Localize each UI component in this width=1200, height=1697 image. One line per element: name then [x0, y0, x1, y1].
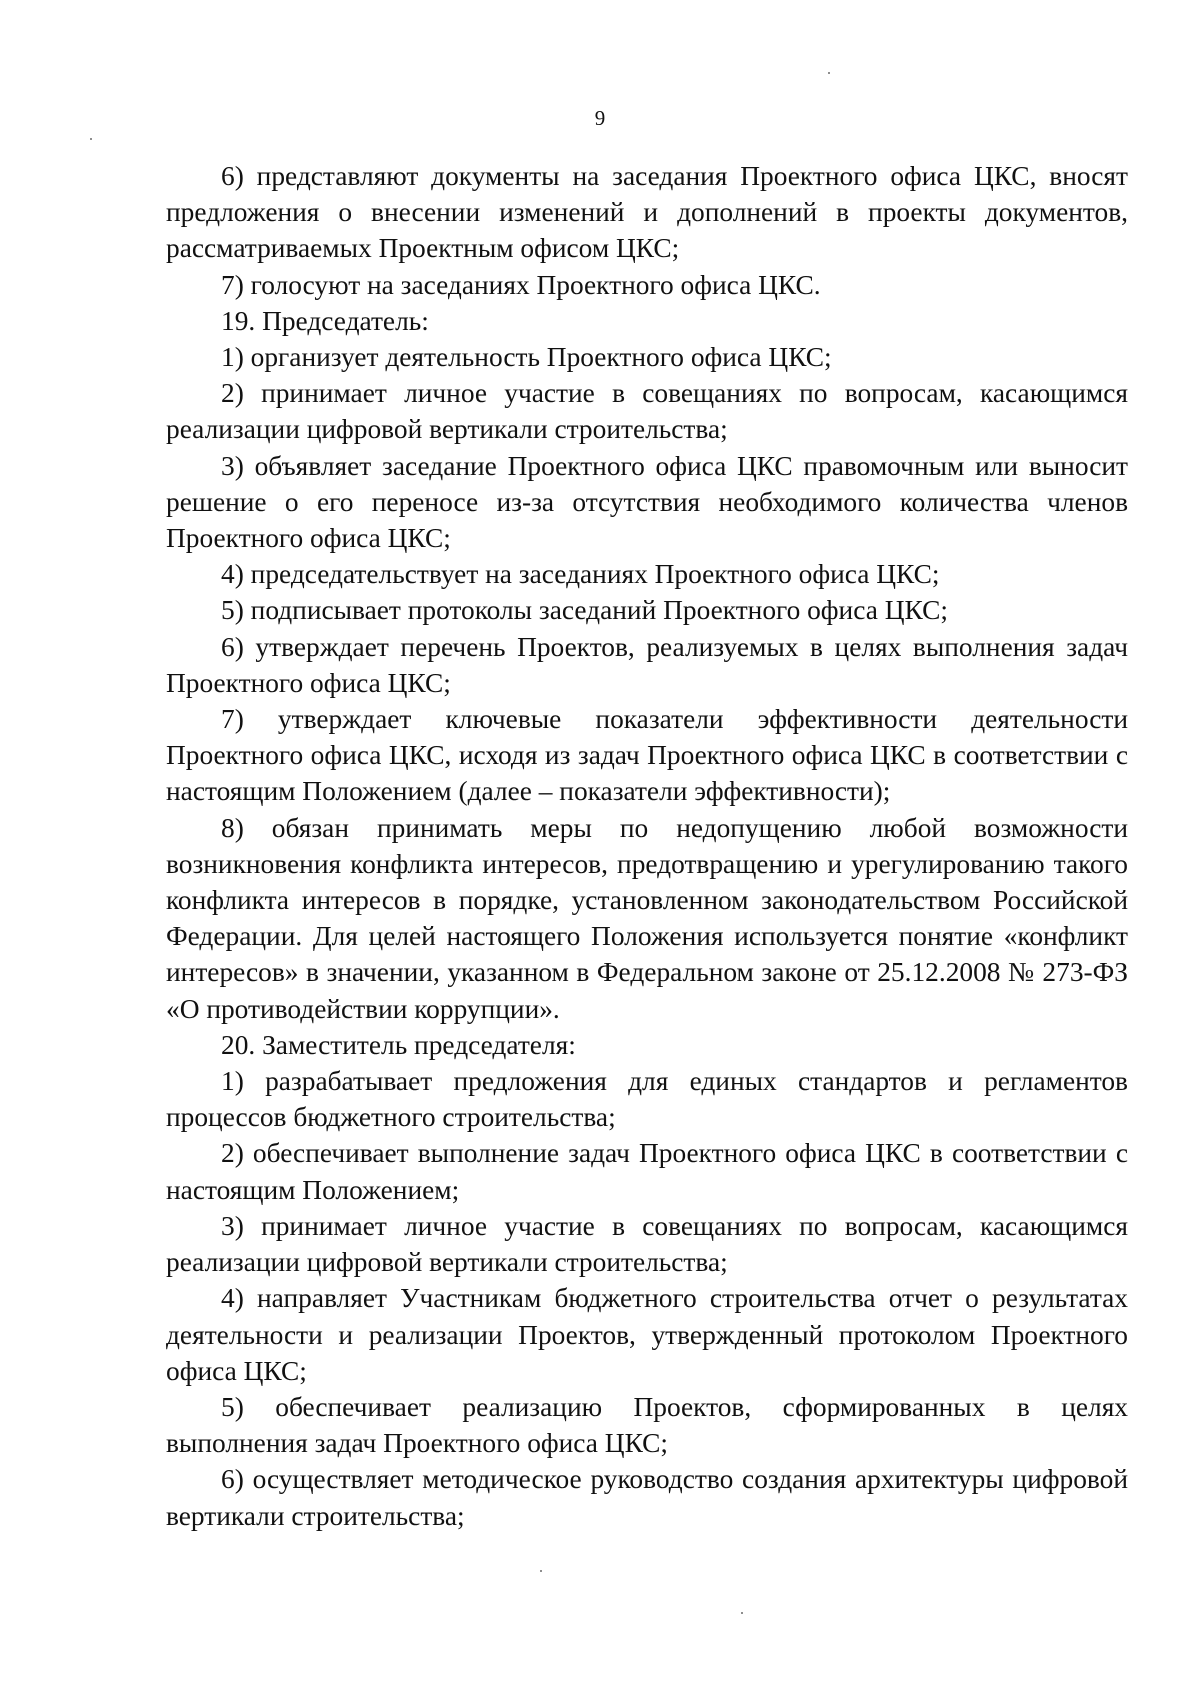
paragraph-chairman-2: 2) принимает личное участие в совещаниях по вопросам, касающимся реализации цифровой вертикали строительства;: [166, 378, 1128, 445]
paragraph-chairman-6: 6) утверждает перечень Проектов, реализуемых в целях выполнения задач Проектного офиса ЦКС;: [166, 631, 1128, 698]
paragraph-chairman-5: 5) подписывает протоколы заседаний Проектного офиса ЦКС;: [221, 595, 948, 626]
paragraph-deputy-6: 6) осуществляет методическое руководство создания архитектуры цифровой вертикали строительства;: [166, 1464, 1128, 1531]
document-body: [166, 158, 1128, 1534]
page-number: 9: [594, 106, 606, 130]
paragraph-members-7: 7) голосуют на заседаниях Проектного офиса ЦКС.: [221, 269, 821, 300]
section-heading-chairman: 19. Председатель:: [221, 305, 429, 336]
paragraph-deputy-5: 5) обеспечивает реализацию Проектов, сформированных в целях выполнения задач Проектного офиса ЦКС;: [166, 1391, 1128, 1459]
paragraph-chairman-8: 8) обязан принимать меры по недопущению любой возможности возникновения конфликта интересов, предотвращению и урегулированию такого конфликта интересов в порядке, установленном законодательством Российской Федерации. Для целей настоящего Положения используется понятие «конфликт интересов» в значении, указанном в Федеральном законе от 25.12.2008 № 273-ФЗ «О противодействии коррупции».: [166, 812, 1128, 1024]
paragraph-chairman-4: 4) председательствует на заседаниях Проектного офиса ЦКС;: [221, 559, 940, 590]
paragraph-deputy-2: 2) обеспечивает выполнение задач Проектного офиса ЦКС в соответствии с настоящим Положением;: [166, 1138, 1128, 1205]
paragraph-deputy-4: 4) направляет Участникам бюджетного строительства отчет о результатах деятельности и реализации Проектов, утвержденный протоколом Проектного офиса ЦКС;: [166, 1283, 1128, 1386]
section-heading-deputy-chairman: 20. Заместитель председателя:: [221, 1029, 576, 1060]
scan-speck: [741, 1612, 743, 1614]
paragraph-deputy-3: 3) принимает личное участие в совещаниях по вопросам, касающимся реализации цифровой вертикали строительства;: [166, 1210, 1128, 1278]
paragraph-chairman-7: 7) утверждает ключевые показатели эффективности деятельности Проектного офиса ЦКС, исходя из задач Проектного офиса ЦКС в соответствии с настоящим Положением (далее – показатели эффективности);: [166, 704, 1128, 807]
scan-speck: [90, 138, 92, 140]
paragraph-chairman-1: 1) организует деятельность Проектного офиса ЦКС;: [221, 342, 832, 373]
paragraph-members-6: 6) представляют документы на заседания Проектного офиса ЦКС, вносят предложения о внесении изменений и дополнений в проекты документов, рассматриваемых Проектным офисом ЦКС;: [166, 161, 1128, 264]
paragraph-deputy-1: 1) разрабатывает предложения для единых стандартов и регламентов процессов бюджетного строительства;: [166, 1066, 1128, 1133]
paragraph-chairman-3: 3) объявляет заседание Проектного офиса ЦКС правомочным или выносит решение о его переносе из-за отсутствия необходимого количества членов Проектного офиса ЦКС;: [166, 450, 1128, 554]
scan-speck: [540, 1570, 542, 1572]
scan-speck: [828, 72, 830, 74]
